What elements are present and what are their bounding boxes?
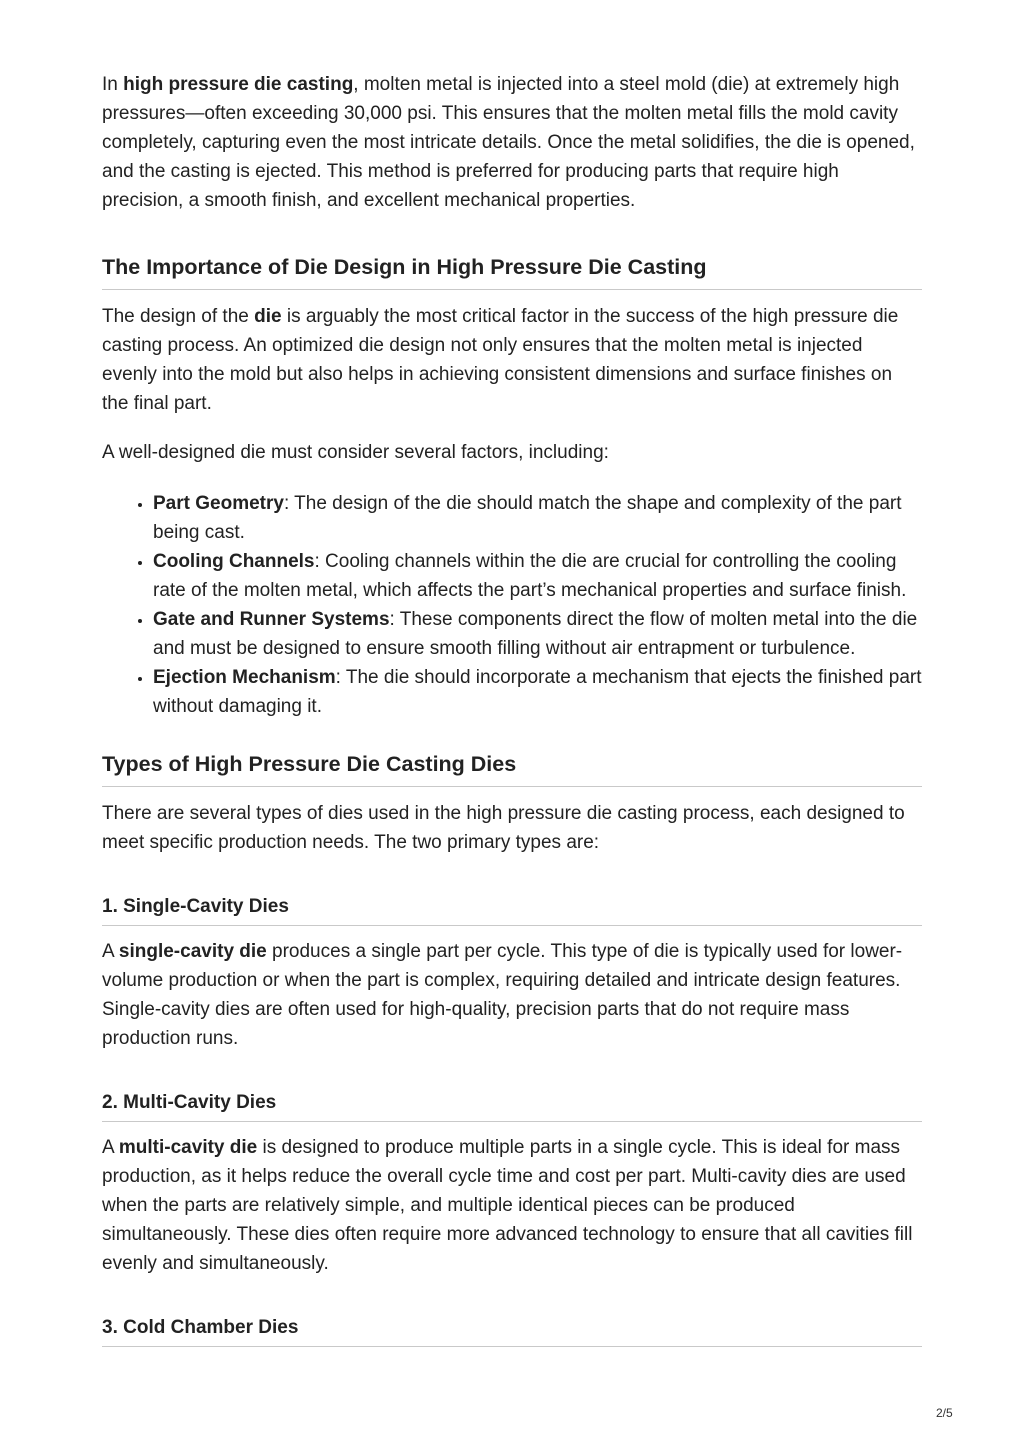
subheading-cold-chamber: 3. Cold Chamber Dies <box>102 1315 922 1347</box>
section-heading-die-types: Types of High Pressure Die Casting Dies <box>102 749 922 787</box>
list-item: • Part Geometry: The design of the die should match the shape and complexity of the part being cast. <box>153 489 922 547</box>
die-design-paragraph: The design of the die is arguably the most critical factor in the success of the high pressure die casting process. An optimized die design not only ensures that the molten metal is injected evenly into the mold but also helps in achieving consistent dimensions and surface finishes on the final part. <box>102 306 899 414</box>
list-item: • Cooling Channels: Cooling channels within the die are crucial for controlling the cooling rate of the molten metal, which affects the part’s mechanical properties and surface finish. <box>153 547 922 605</box>
factors-intro-paragraph: A well-designed die must consider several factors, including: <box>102 442 609 463</box>
single-cavity-paragraph: A single-cavity die produces a single part per cycle. This type of die is typically used for lower-volume production or when the part is complex, requiring detailed and intricate design features. Single-cavity dies are often used for high-quality, precision parts that do not require mass production runs. <box>102 941 903 1049</box>
die-types-paragraph: There are several types of dies used in the high pressure die casting process, each designed to meet specific production needs. The two primary types are: <box>102 803 905 853</box>
document-page <box>102 70 922 1358</box>
die-bold-term: die <box>254 306 282 327</box>
multi-cavity-paragraph: A multi-cavity die is designed to produce multiple parts in a single cycle. This is ideal for mass production, as it helps reduce the overall cycle time and cost per part. Multi-cavity dies are used when the parts are relatively simple, and multiple identical pieces can be produced simultaneously. These dies often require more advanced technology to ensure that all cavities fill evenly and simultaneously. <box>102 1137 913 1274</box>
intro-paragraph: In high pressure die casting, molten metal is injected into a steel mold (die) at extremely high pressures—often exceeding 30,000 psi. This ensures that the molten metal fills the mold cavity completely, capturing even the most intricate details. Once the metal solidifies, the die is opened, and the casting is ejected. This method is preferred for producing parts that require high precision, a smooth finish, and excellent mechanical properties. <box>102 74 915 211</box>
intro-bold-term: high pressure die casting <box>123 74 354 95</box>
factors-list <box>102 489 922 721</box>
subheading-single-cavity: 1. Single-Cavity Dies <box>102 894 922 926</box>
page-number: 2/5 <box>936 1406 953 1420</box>
list-item: • Ejection Mechanism: The die should incorporate a mechanism that ejects the finished part without damaging it. <box>153 663 922 721</box>
subheading-multi-cavity: 2. Multi-Cavity Dies <box>102 1090 922 1122</box>
list-item: • Gate and Runner Systems: These components direct the flow of molten metal into the die and must be designed to ensure smooth filling without air entrapment or turbulence. <box>153 605 922 663</box>
section-heading-die-design: The Importance of Die Design in High Pressure Die Casting <box>102 252 922 290</box>
